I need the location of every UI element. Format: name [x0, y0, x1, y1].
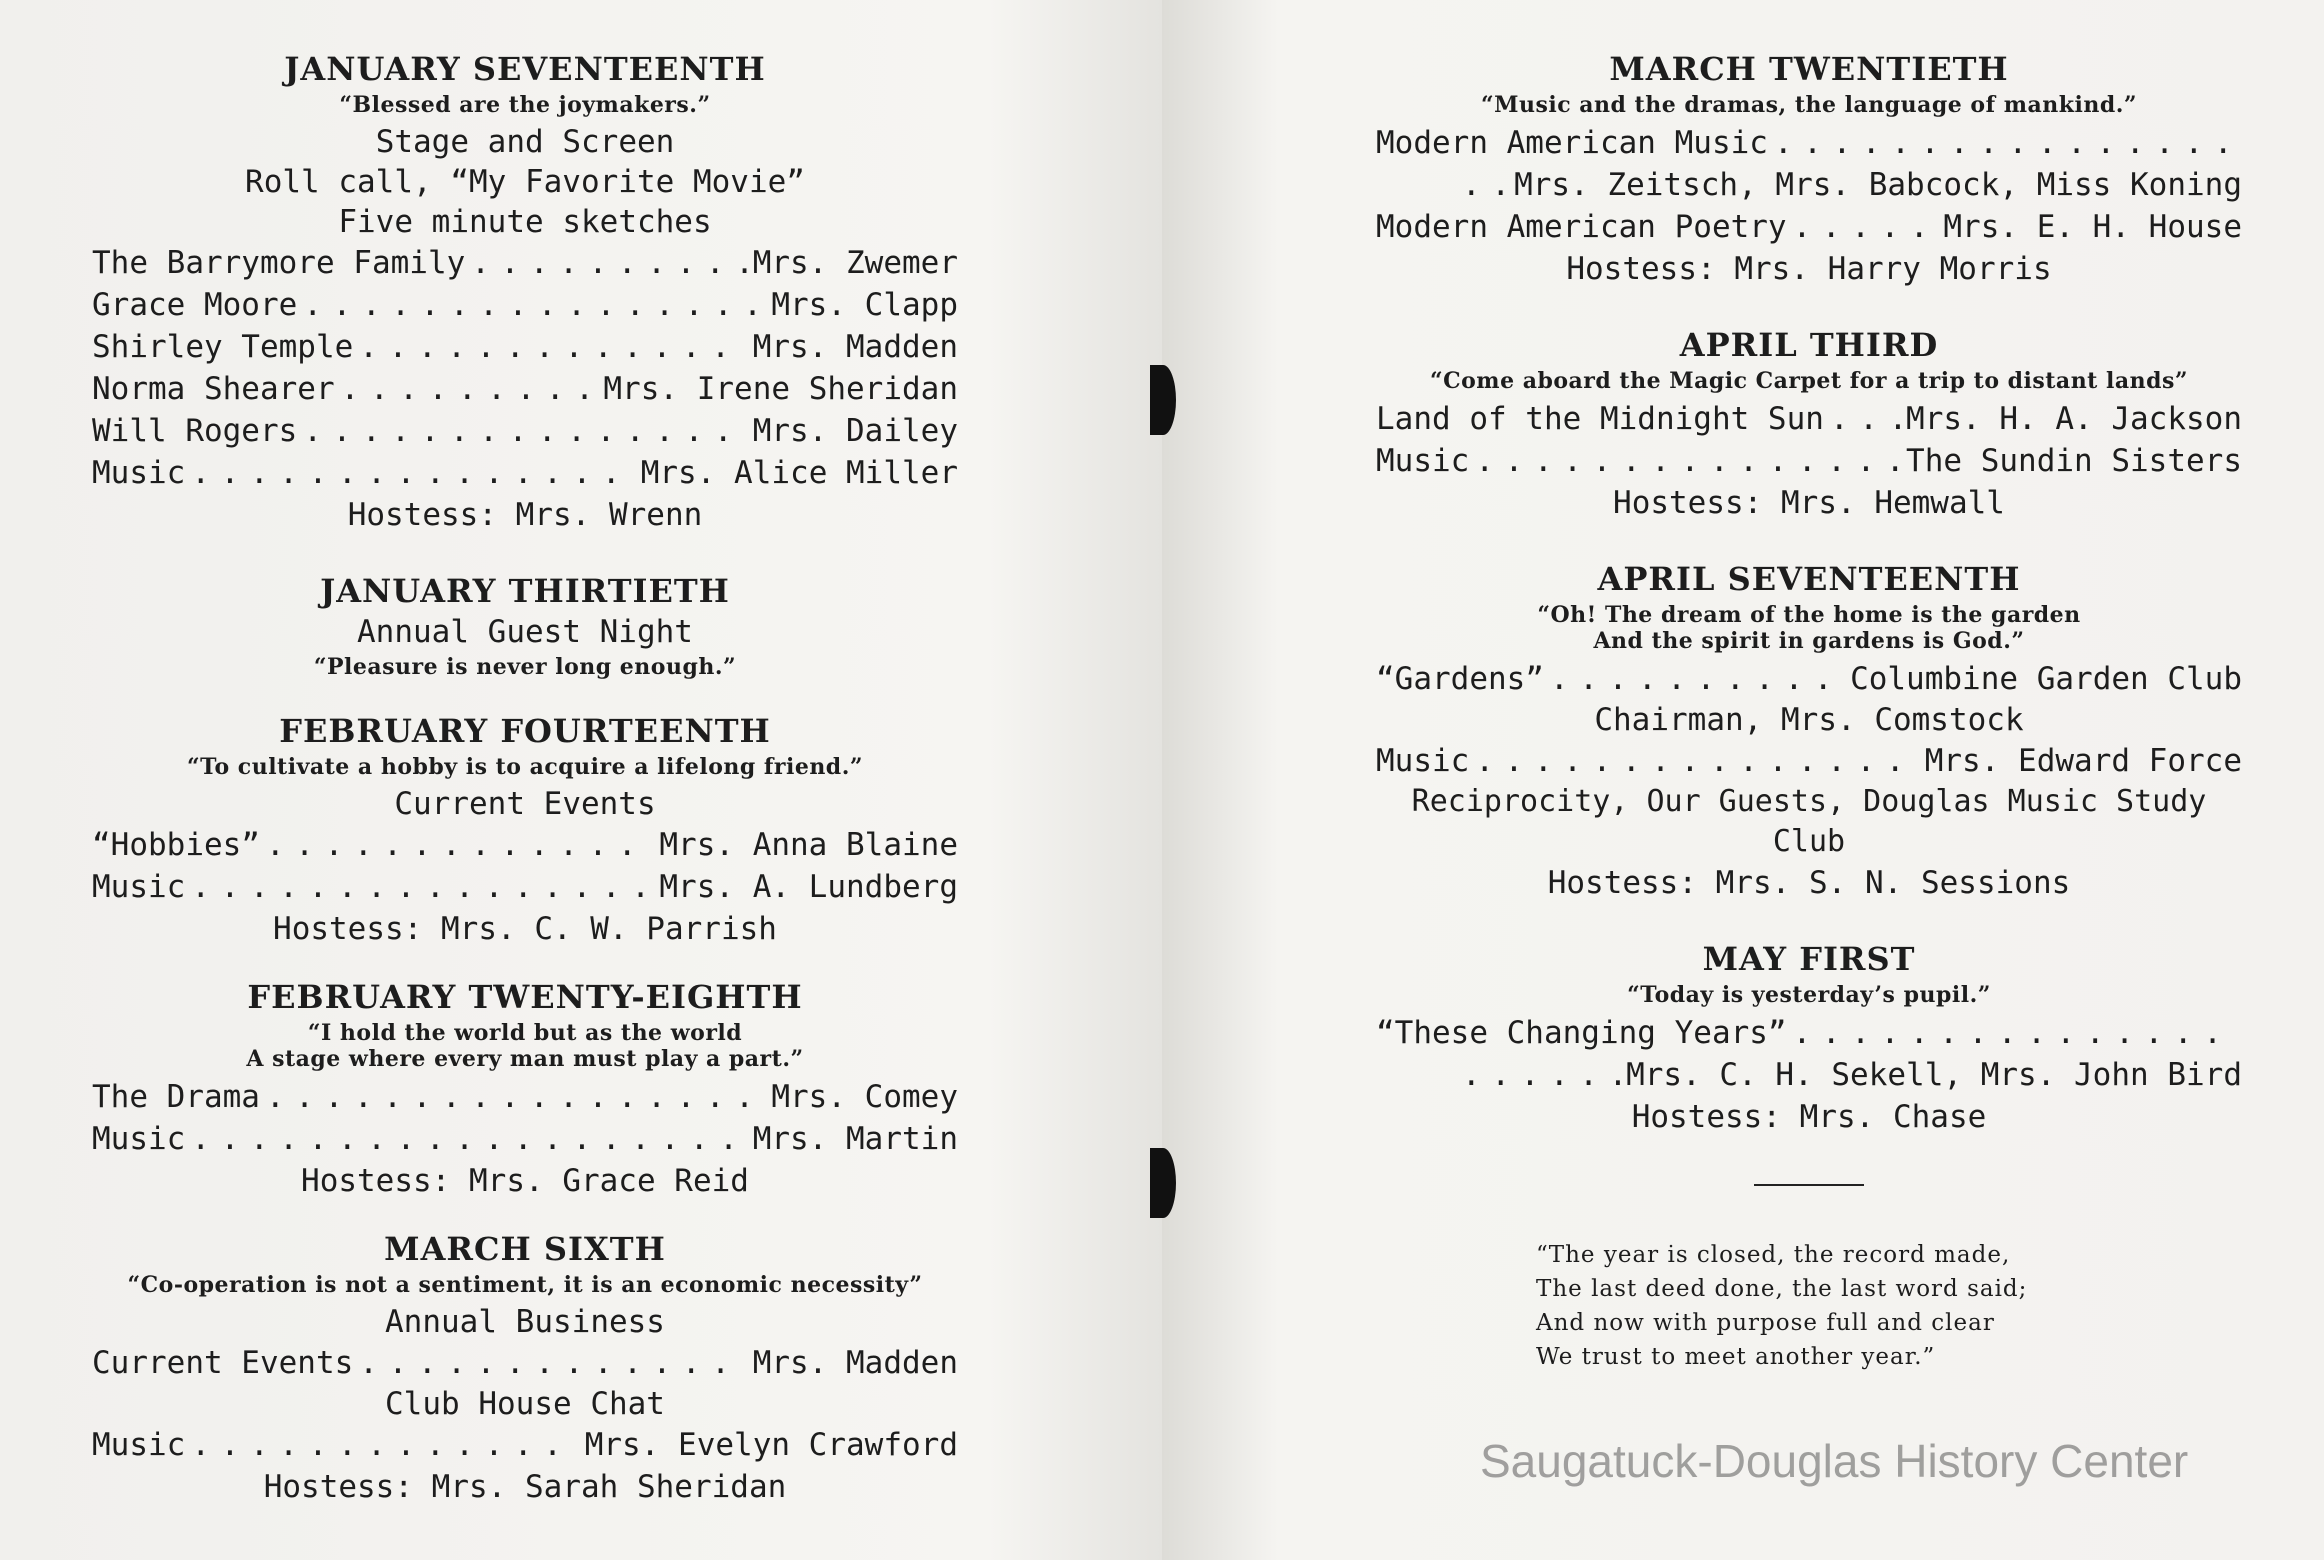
- row-presenter: Mrs. Dailey: [752, 413, 958, 449]
- row-topic: Will Rogers: [92, 413, 298, 449]
- row-topic: Modern American Music: [1376, 125, 1768, 161]
- program-row: [92, 326, 958, 368]
- program-row: [92, 866, 958, 908]
- program-row: [1376, 740, 2242, 782]
- program-line: Annual Guest Night: [357, 614, 693, 650]
- row-presenter: Mrs. Irene Sheridan: [603, 371, 958, 407]
- row-presenter: Mrs. A. Lundberg: [659, 869, 958, 905]
- poem-line: “The year is closed, the record made,: [1536, 1242, 2011, 1268]
- row-presenter: Mrs. Zwemer: [752, 245, 958, 281]
- program-march-sixth: [92, 1228, 958, 1508]
- row-presenter: Mrs. Madden: [752, 1345, 958, 1381]
- poem-line: The last deed done, the last word said;: [1536, 1276, 2028, 1302]
- section-motto: “Pleasure is never long enough.”: [313, 654, 737, 680]
- program-february-fourteenth: [92, 710, 958, 950]
- section-heading: MARCH TWENTIETH: [1609, 50, 2009, 88]
- section-motto: “Come aboard the Magic Carpet for a trip to distant lands”: [1429, 368, 2189, 394]
- row-topic: “Hobbies”: [92, 827, 260, 863]
- program-line: Club House Chat: [385, 1386, 665, 1422]
- row-topic: Music: [1376, 743, 1470, 779]
- row-presenter: Mrs. Martin: [752, 1121, 958, 1157]
- program-row: [1376, 1054, 2242, 1096]
- hostess-line: Hostess: Mrs. Wrenn: [347, 497, 703, 533]
- row-presenter: Mrs. C. H. Sekell, Mrs. John Bird: [1626, 1057, 2242, 1093]
- row-presenter: Mrs. Anna Blaine: [659, 827, 958, 863]
- section-motto: A stage where every man must play a part.”: [246, 1046, 804, 1072]
- section-motto: “To cultivate a hobby is to acquire a lifelong friend.”: [186, 754, 864, 780]
- row-topic: “These Changing Years”: [1376, 1015, 1787, 1051]
- program-line: Roll call, “My Favorite Movie”: [245, 164, 805, 200]
- section-motto: “Oh! The dream of the home is the garden: [1537, 602, 2081, 628]
- program-row: [1376, 440, 2242, 482]
- program-line: Current Events: [394, 786, 656, 822]
- program-april-seventeenth: [1376, 558, 2242, 904]
- section-heading: JANUARY THIRTIETH: [320, 572, 730, 610]
- program-row: [92, 368, 958, 410]
- row-topic: Music: [92, 869, 186, 905]
- program-line: Reciprocity, Our Guests, Douglas Music Study Club: [1411, 784, 2207, 859]
- row-topic: Grace Moore: [92, 287, 298, 323]
- section-heading: MARCH SIXTH: [384, 1230, 666, 1268]
- row-presenter: Columbine Garden Club: [1850, 661, 2242, 697]
- row-topic: Norma Shearer: [92, 371, 335, 407]
- program-may-first: [1376, 938, 2242, 1138]
- program-row: [92, 410, 958, 452]
- row-topic: Land of the Midnight Sun: [1376, 401, 1824, 437]
- section-heading: FEBRUARY FOURTEENTH: [279, 712, 771, 750]
- section-heading: FEBRUARY TWENTY-EIGHTH: [247, 978, 803, 1016]
- program-april-third: [1376, 324, 2242, 524]
- program-january-seventeenth: [92, 48, 958, 536]
- program-row: [92, 1424, 958, 1466]
- row-topic: Shirley Temple: [92, 329, 354, 365]
- row-presenter: Mrs. H. A. Jackson: [1906, 401, 2242, 437]
- section-motto: “Blessed are the joymakers.”: [339, 92, 711, 118]
- row-presenter: Mrs. E. H. House: [1943, 209, 2242, 245]
- section-motto: “I hold the world but as the world: [307, 1020, 743, 1046]
- program-row: [1376, 1012, 2242, 1054]
- program-line: Annual Business: [385, 1304, 665, 1340]
- right-column: [1376, 48, 2242, 1374]
- program-line: Stage and Screen: [375, 124, 675, 160]
- program-row: [92, 1076, 958, 1118]
- left-column: [92, 48, 958, 1508]
- hostess-line: Hostess: Mrs. C. W. Parrish: [273, 911, 777, 947]
- row-topic: The Drama: [92, 1079, 260, 1115]
- section-heading: APRIL SEVENTEENTH: [1597, 560, 2021, 598]
- row-presenter: Mrs. Zeitsch, Mrs. Babcock, Miss Koning: [1514, 167, 2242, 203]
- row-presenter: Mrs. Clapp: [771, 287, 958, 323]
- section-motto: “Music and the dramas, the language of mankind.”: [1480, 92, 2138, 118]
- program-row: [1376, 398, 2242, 440]
- row-presenter: The Sundin Sisters: [1906, 443, 2242, 479]
- divider-rule: [1754, 1184, 1864, 1186]
- section-heading: APRIL THIRD: [1679, 326, 1939, 364]
- poem-line: And now with purpose full and clear: [1536, 1310, 1995, 1336]
- program-row: [92, 1118, 958, 1160]
- row-topic: Music: [92, 1427, 186, 1463]
- program-march-twentieth: [1376, 48, 2242, 290]
- row-topic: Music: [1376, 443, 1470, 479]
- poem-line: We trust to meet another year.”: [1536, 1344, 1936, 1370]
- hostess-line: Hostess: Mrs. Harry Morris: [1566, 251, 2052, 287]
- binding-hole-top: [1150, 365, 1176, 435]
- row-topic: Music: [92, 455, 186, 491]
- watermark: Saugatuck-Douglas History Center: [1480, 1435, 2189, 1487]
- row-presenter: Mrs. Edward Force: [1924, 743, 2242, 779]
- program-february-twenty-eighth: [92, 976, 958, 1202]
- section-motto: “Co-operation is not a sentiment, it is an economic necessity”: [127, 1272, 923, 1298]
- hostess-line: Hostess: Mrs. Sarah Sheridan: [263, 1469, 787, 1505]
- hostess-line: Hostess: Mrs. Hemwall: [1613, 485, 2005, 521]
- program-row: [1376, 658, 2242, 700]
- closing-poem: [1376, 1238, 2242, 1374]
- program-row: [92, 1342, 958, 1384]
- section-heading: JANUARY SEVENTEENTH: [284, 50, 766, 88]
- row-topic: Music: [92, 1121, 186, 1157]
- section-heading: MAY FIRST: [1702, 940, 1916, 978]
- binding-hole-bottom: [1150, 1148, 1176, 1218]
- program-row: [92, 242, 958, 284]
- program-line: Five minute sketches: [338, 204, 712, 240]
- row-presenter: Mrs. Comey: [771, 1079, 958, 1115]
- program-january-thirtieth: [92, 570, 958, 680]
- program-row: [1376, 206, 2242, 248]
- row-topic: Current Events: [92, 1345, 354, 1381]
- program-row: [1376, 122, 2242, 164]
- row-presenter: Mrs. Alice Miller: [640, 455, 958, 491]
- row-topic: Modern American Poetry: [1376, 209, 1787, 245]
- program-line: Chairman, Mrs. Comstock: [1594, 702, 2024, 738]
- hostess-line: Hostess: Mrs. S. N. Sessions: [1547, 865, 2071, 901]
- row-presenter: Mrs. Madden: [752, 329, 958, 365]
- section-motto: And the spirit in gardens is God.”: [1593, 628, 2025, 654]
- program-row: [92, 824, 958, 866]
- hostess-line: Hostess: Mrs. Grace Reid: [301, 1163, 749, 1199]
- hostess-line: Hostess: Mrs. Chase: [1631, 1099, 1987, 1135]
- section-motto: “Today is yesterday’s pupil.”: [1627, 982, 1991, 1008]
- program-row: [92, 452, 958, 494]
- row-topic: The Barrymore Family: [92, 245, 466, 281]
- program-row: [92, 284, 958, 326]
- row-presenter: Mrs. Evelyn Crawford: [584, 1427, 958, 1463]
- program-row: [1376, 164, 2242, 206]
- row-topic: “Gardens”: [1376, 661, 1544, 697]
